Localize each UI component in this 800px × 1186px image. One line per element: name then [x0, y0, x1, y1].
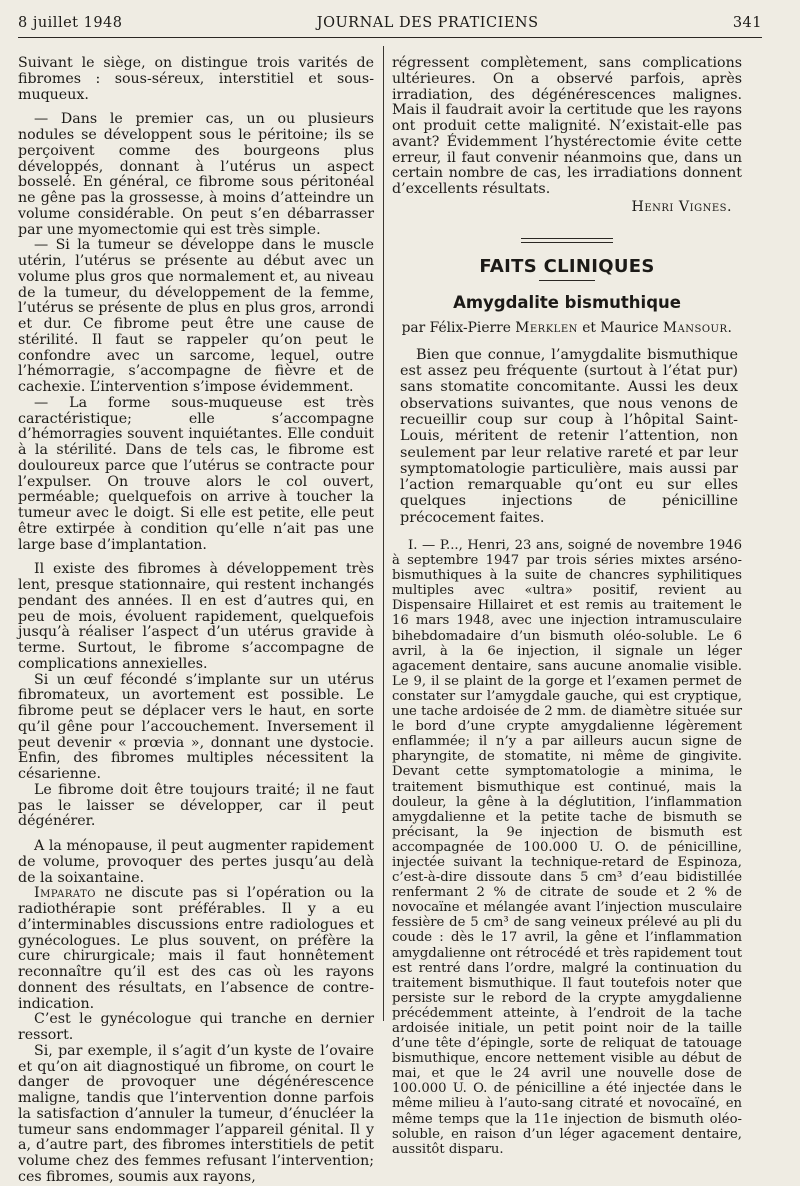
paragraph: — Si la tumeur se développe dans le muscle utérin, l’utérus se présente au début avec un volume plus gros que normalement et, au niveau de la tumeur, du développement de la femme, l’utérus se présente de plus en plus gros, arrondi et dur. Ce fibrome peut être une cause de stérilité. Il faut se rappeler qu’on peut le confondre avec un sarcome, lequel, outre l’hémorragie, s’accompagne de fièvre et de cachexie. L’intervention s’impose évidemment. — [18, 237, 374, 395]
title-rule — [539, 280, 595, 281]
article-intro: Bien que connue, l’amygdalite bismuthique est assez peu fréquente (surtout à l’état pur) sans stomatite concomitante. Aussi les deux observations suivantes, que nous venons de recueillir coup sur coup à l’hôpital Saint-Louis, méritent de retenir l’attention, non seulement par leur relative rareté et par leur symptomatologie particulière, mais aussi par l’action remarquable qu’ont eu sur elles quelques injections de pénicilline précocement faites. — [400, 346, 738, 526]
paragraph: — Dans le premier cas, un ou plusieurs nodules se développent sous le péritoine; ils se perçoivent comme des bourgeons plus développés, donnant à l’utérus un aspect bosselé. En général, ce fibrome sous péritonéal ne gêne pas la grossesse, à moins d’atteindre un volume considérable. On peut s’en débarrasser par une myomectomie qui est très simple. — [18, 111, 374, 238]
header-page-number: 341 — [732, 15, 762, 31]
author-name: Imparato — [34, 885, 96, 902]
byline-conjunction: et Maurice — [577, 320, 663, 336]
case-report: I. — P..., Henri, 23 ans, soigné de novembre 1946 à septembre 1947 par trois séries mixtes arséno-bismuthiques à la suite de chancres syphilitiques multiples avec «ultra» positif, revient au Dispensaire Hillairet et est remis au traitement le 16 mars 1948, avec une injection intramusculaire bihebdomadaire d’un bismuth oléo-soluble. Le 6 avril, à la 6e injection, il signale un léger agacement dentaire, sans aucune anomalie visible. Le 9, il se plaint de la gorge et l’examen permet de constater sur l’amygdale gauche, qui est cryptique, une tache ardoisée de 2 mm. de diamètre située sur le bord d’une crypte amygdalienne légèrement enflammée; il n’y a par ailleurs aucun signe de pharyngite, de stomatite, ni même de gingivite. Devant cette symptomatologie a minima, le traitement bismuthique est continué, mais la douleur, la gêne à la déglutition, l’inflammation amygdalienne et la petite tache de bismuth se précisant, la 9e injection de bismuth est accompagnée de 100.000 U. O. de pénicilline, injectée suivant la technique-retard de Espinoza, c’est-à-dire dissoute dans 5 cm³ d’eau bidistillée renfermant 2 % de citrate de soude et 2 % de novocaïne et mélangée avant l’injection musculaire fessière de 5 cm³ de sang veineux prélevé au pli du coude : dès le 17 avril, la gêne et l’inflammation amygdalienne ont rétrocédé et très rapidement tout est rentré dans l’ordre, malgré la continuation du traitement bismuthique. Il faut toutefois noter que persiste sur le rebord de la crypte amygdalienne précédemment atteinte, à l’endroit de la tache ardoisée initiale, un petit point noir de la taille d’une tête d’épingle, sorte de reliquat de tatouage bismuthique, encore nettement visible au début de mai, et que le 24 avril une nouvelle dose de 100.000 U. O. de pénicilline a été injectée dans le même milieu à l’auto-sang citraté et novocaïné, en même temps que la 11e injection de bismuth oléo-soluble, en raison d’un léger agacement dentaire, aussitôt disparu. — [392, 538, 742, 1157]
paragraph: — La forme sous-muqueuse est très caractéristique; elle s’accompagne d’hémorragies souvent inquiétantes. Elle conduit à la stérilité. Dans de tels cas, le fibrome est douloureux parce que l’utérus se contracte pour l’expulser. On trouve alors le col ouvert, perméable; quelquefois on arrive à toucher la tumeur avec le doigt. Si elle est petite, elle peut être extirpée à condition qu’elle n’ait pas une large base d’implantation. — [18, 394, 374, 553]
paragraph: Suivant le siège, on distingue trois varités de fibromes : sous-séreux, interstitiel et sous-muqueux. — [18, 55, 374, 103]
paragraph: régressent complètement, sans complications ultérieures. On a observé parfois, après irradiation, des dégénérescences malignes. Mais il faudrait avoir la certitude que les rayons ont produit cette malignité. N’existait-elle pas avant? Évidemment l’hystérectomie évite cette erreur, il faut convenir néanmoins que, dans un certain nombre de cas, les irradiations donnent d’excellents résultats. — [392, 55, 742, 197]
article-title: Amygdalite bismuthique — [453, 293, 681, 313]
header-journal-title: JOURNAL DES PRATICIENS — [316, 15, 539, 31]
paragraph: Il existe des fibromes à développement très lent, presque stationnaire, qui restent inchangés pendant des années. Il en est d’autres qui, en peu de mois, évoluent rapidement, quelquefois jusqu’à réaliser l’aspect d’un utérus gravide à terme. Surtout, le fibrome s’accompagne de complications annexielles. — [18, 561, 374, 672]
paragraph: Si, par exemple, il s’agit d’un kyste de l’ovaire et qu’on ait diagnostiqué un fibrome, on court le danger de provoquer une dégénérescence maligne, tandis que l’intervention donne parfois la satisfaction d’annuler la tumeur, d’énucléer la tumeur sans endommager l’appareil génital. Il y a, d’autre part, des fibromes interstitiels de petit volume chez des femmes refusant l’intervention; ces fibromes, soumis aux rayons, — [18, 1042, 374, 1185]
paragraph — [18, 886, 374, 1012]
section-divider — [521, 238, 613, 243]
author-name: Merklen — [515, 320, 578, 336]
right-column — [392, 56, 742, 1157]
section-title: FAITS CLINIQUES — [479, 255, 655, 277]
paragraph: Si un œuf fécondé s’implante sur un utérus fibromateux, un avortement est possible. Le fibrome peut se déplacer vers le haut, en sorte qu’il gêne pour l’accouchement. Inversement il peut devenir « prœvia », donnant une dystocie. Enfin, des fibromes multiples nécessitent la césarienne. — [18, 671, 374, 782]
header-rule — [18, 37, 762, 38]
running-header — [18, 10, 762, 36]
paragraph: Le fibrome doit être toujours traité; il ne faut pas le laisser se développer, car il peut dégénérer. — [18, 781, 374, 830]
column-divider — [383, 46, 384, 1021]
paragraph: C’est le gynécologue qui tranche en dernier ressort. — [18, 1011, 374, 1043]
header-date: 8 juillet 1948 — [18, 15, 123, 31]
paragraph-text: ne discute pas si l’opération ou la radiothérapie sont préférables. Il y a eu d’interminables discussions entre radiologues et gynécologues. Le plus souvent, on préfère la cure chirurgicale; mais il faut honnêtement reconnaître qu’il est des cas où les rayons donnent des résultats, en l’absence de contre-indication. — [18, 885, 374, 1012]
left-column — [18, 56, 374, 1186]
byline-prefix: par Félix-Pierre — [401, 320, 511, 336]
byline — [392, 321, 742, 337]
signature: Henri Vignes. — [631, 198, 732, 215]
author-name: Mansour. — [662, 320, 733, 336]
paragraph: A la ménopause, il peut augmenter rapidement de volume, provoquer des pertes jusqu’au delà de la soixantaine. — [18, 838, 374, 886]
